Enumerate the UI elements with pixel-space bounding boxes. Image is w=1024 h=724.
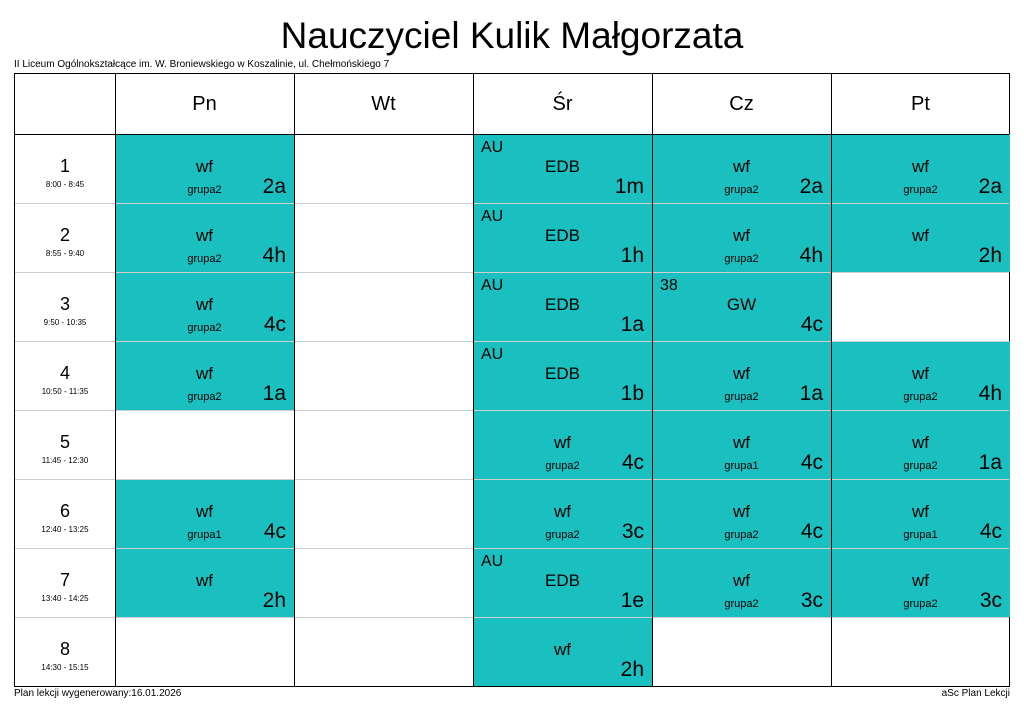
- lesson-subject: wf: [733, 433, 750, 452]
- day-header: Pn: [192, 92, 217, 115]
- lesson-cell[interactable]: [115, 134, 294, 203]
- lesson-subject: EDB: [545, 226, 580, 245]
- lesson-subject: wf: [196, 157, 213, 176]
- lesson-class: 2a: [262, 175, 286, 198]
- lesson-class: 1h: [620, 244, 644, 267]
- lesson-class: 3c: [979, 589, 1002, 612]
- timetable-grid: [14, 73, 1010, 687]
- lesson-cell[interactable]: [652, 341, 831, 410]
- lesson-cell[interactable]: [831, 341, 1010, 410]
- lesson-class: 2h: [978, 244, 1002, 267]
- lesson-subject: wf: [554, 640, 571, 659]
- lesson-cell[interactable]: [652, 479, 831, 548]
- lesson-subject: EDB: [545, 364, 580, 383]
- row-divider: [15, 203, 1009, 204]
- period-time: 12:40 - 13:25: [41, 525, 89, 534]
- period-time: 13:40 - 14:25: [41, 594, 89, 603]
- lesson-cell[interactable]: [831, 410, 1010, 479]
- lesson-cell[interactable]: [473, 479, 652, 548]
- lesson-room: 38: [660, 277, 678, 294]
- period-number: 3: [59, 294, 70, 314]
- lesson-class: 1b: [620, 382, 644, 405]
- lesson-subject: wf: [733, 226, 750, 245]
- column-divider: [294, 74, 295, 686]
- lesson-group: grupa2: [724, 598, 759, 610]
- lesson-cell[interactable]: [473, 341, 652, 410]
- lesson-class: 1a: [799, 382, 823, 405]
- lesson-class: 4h: [799, 244, 823, 267]
- period-label: [15, 548, 115, 617]
- lesson-subject: EDB: [545, 295, 580, 314]
- lesson-subject: wf: [912, 157, 929, 176]
- period-number: 4: [59, 363, 70, 383]
- period-time: 10:50 - 11:35: [41, 387, 89, 396]
- lesson-cell[interactable]: [473, 134, 652, 203]
- lesson-room: AU: [481, 277, 504, 294]
- lesson-group: grupa1: [187, 529, 222, 541]
- day-header: Pt: [911, 92, 930, 115]
- lesson-class: 4c: [263, 313, 286, 336]
- lesson-class: 4c: [800, 520, 823, 543]
- column-divider: [652, 74, 653, 686]
- period-label: [15, 134, 115, 203]
- lesson-cell[interactable]: [473, 203, 652, 272]
- lesson-class: 2h: [262, 589, 286, 612]
- column-divider: [115, 74, 116, 686]
- lesson-cell[interactable]: [831, 548, 1010, 617]
- lesson-subject: wf: [196, 226, 213, 245]
- period-label: [15, 203, 115, 272]
- lesson-group: grupa1: [724, 460, 759, 472]
- lesson-cell[interactable]: [652, 548, 831, 617]
- lesson-group: grupa2: [187, 322, 222, 334]
- lesson-room: AU: [481, 208, 504, 225]
- lesson-group: grupa2: [545, 460, 580, 472]
- lesson-class: 1e: [620, 589, 644, 612]
- lesson-room: AU: [481, 139, 504, 156]
- period-time: 8:00 - 8:45: [45, 180, 85, 189]
- row-divider: [15, 410, 1009, 411]
- brand-label: aSc Plan Lekcji: [941, 688, 1010, 699]
- lesson-subject: wf: [912, 571, 929, 590]
- lesson-cell[interactable]: [652, 134, 831, 203]
- period-time: 11:45 - 12:30: [41, 456, 89, 465]
- lesson-class: 2a: [978, 175, 1002, 198]
- lesson-subject: wf: [912, 502, 929, 521]
- lesson-cell[interactable]: [115, 479, 294, 548]
- lesson-cell[interactable]: [652, 410, 831, 479]
- lesson-class: 3c: [621, 520, 644, 543]
- lesson-group: grupa2: [187, 391, 222, 403]
- lesson-class: 1a: [978, 451, 1002, 474]
- period-label: [15, 341, 115, 410]
- period-label: [15, 272, 115, 341]
- lesson-subject: EDB: [545, 571, 580, 590]
- period-number: 5: [59, 432, 70, 452]
- row-divider: [15, 272, 1009, 273]
- lesson-cell[interactable]: [831, 134, 1010, 203]
- row-divider: [15, 479, 1009, 480]
- lesson-cell[interactable]: [652, 203, 831, 272]
- lesson-class: 4c: [979, 520, 1002, 543]
- lesson-subject: wf: [733, 571, 750, 590]
- lesson-group: grupa1: [903, 529, 938, 541]
- lesson-class: 2a: [799, 175, 823, 198]
- lesson-class: 1a: [262, 382, 286, 405]
- lesson-subject: wf: [733, 364, 750, 383]
- period-label: [15, 617, 115, 686]
- lesson-cell[interactable]: [473, 272, 652, 341]
- lesson-class: 1m: [614, 175, 644, 198]
- lesson-cell[interactable]: [115, 203, 294, 272]
- lesson-class: 3c: [800, 589, 823, 612]
- lesson-group: grupa2: [903, 391, 938, 403]
- period-number: 6: [59, 501, 70, 521]
- period-time: 9:50 - 10:35: [43, 318, 87, 327]
- lesson-subject: wf: [554, 502, 571, 521]
- period-number: 7: [59, 570, 70, 590]
- period-label: [15, 410, 115, 479]
- lesson-class: 2h: [620, 658, 644, 681]
- lesson-group: grupa2: [903, 460, 938, 472]
- lesson-group: grupa2: [187, 253, 222, 265]
- lesson-group: grupa2: [903, 184, 938, 196]
- lesson-group: grupa2: [187, 184, 222, 196]
- lesson-group: grupa2: [724, 391, 759, 403]
- lesson-group: grupa2: [724, 529, 759, 541]
- lesson-room: AU: [481, 346, 504, 363]
- row-divider: [15, 548, 1009, 549]
- header-divider: [15, 134, 1009, 135]
- lesson-subject: wf: [912, 226, 929, 245]
- column-divider: [473, 74, 474, 686]
- lesson-cell[interactable]: [473, 617, 652, 686]
- lesson-group: grupa2: [903, 598, 938, 610]
- lesson-subject: wf: [912, 433, 929, 452]
- lesson-room: AU: [481, 553, 504, 570]
- lesson-group: grupa2: [545, 529, 580, 541]
- day-header: Śr: [552, 92, 573, 115]
- lesson-cell[interactable]: [831, 479, 1010, 548]
- generated-date: Plan lekcji wygenerowany:16.01.2026: [14, 688, 182, 699]
- lesson-class: 4c: [621, 451, 644, 474]
- period-time: 14:30 - 15:15: [41, 663, 89, 672]
- lesson-subject: wf: [196, 364, 213, 383]
- lesson-cell[interactable]: [652, 272, 831, 341]
- lesson-subject: wf: [196, 295, 213, 314]
- school-name: II Liceum Ogólnokształcące im. W. Broniewskiego w Koszalinie, ul. Chełmońskiego 7: [14, 59, 390, 70]
- period-number: 2: [59, 225, 70, 245]
- lesson-cell[interactable]: [115, 341, 294, 410]
- lesson-class: 4c: [263, 520, 286, 543]
- lesson-class: 4h: [978, 382, 1002, 405]
- lesson-subject: GW: [726, 295, 757, 314]
- lesson-subject: wf: [196, 571, 213, 590]
- lesson-cell[interactable]: [831, 203, 1010, 272]
- period-number: 1: [59, 156, 70, 176]
- lesson-class: 4c: [800, 313, 823, 336]
- period-time: 8:55 - 9:40: [45, 249, 85, 258]
- lesson-subject: wf: [733, 502, 750, 521]
- row-divider: [15, 617, 1009, 618]
- lesson-subject: wf: [912, 364, 929, 383]
- lesson-class: 1a: [620, 313, 644, 336]
- lesson-cell[interactable]: [473, 548, 652, 617]
- day-header: Wt: [371, 92, 396, 115]
- lesson-group: grupa2: [724, 253, 759, 265]
- lesson-subject: EDB: [545, 157, 580, 176]
- lesson-cell[interactable]: [473, 410, 652, 479]
- lesson-subject: wf: [554, 433, 571, 452]
- page-title: Nauczyciel Kulik Małgorzata: [280, 15, 744, 56]
- lesson-cell[interactable]: [115, 272, 294, 341]
- period-label: [15, 479, 115, 548]
- lesson-class: 4h: [262, 244, 286, 267]
- lesson-subject: wf: [733, 157, 750, 176]
- lesson-group: grupa2: [724, 184, 759, 196]
- lesson-subject: wf: [196, 502, 213, 521]
- row-divider: [15, 341, 1009, 342]
- lesson-class: 4c: [800, 451, 823, 474]
- period-number: 8: [59, 639, 70, 659]
- column-divider: [831, 74, 832, 686]
- day-header: Cz: [729, 92, 754, 115]
- lesson-cell[interactable]: [115, 548, 294, 617]
